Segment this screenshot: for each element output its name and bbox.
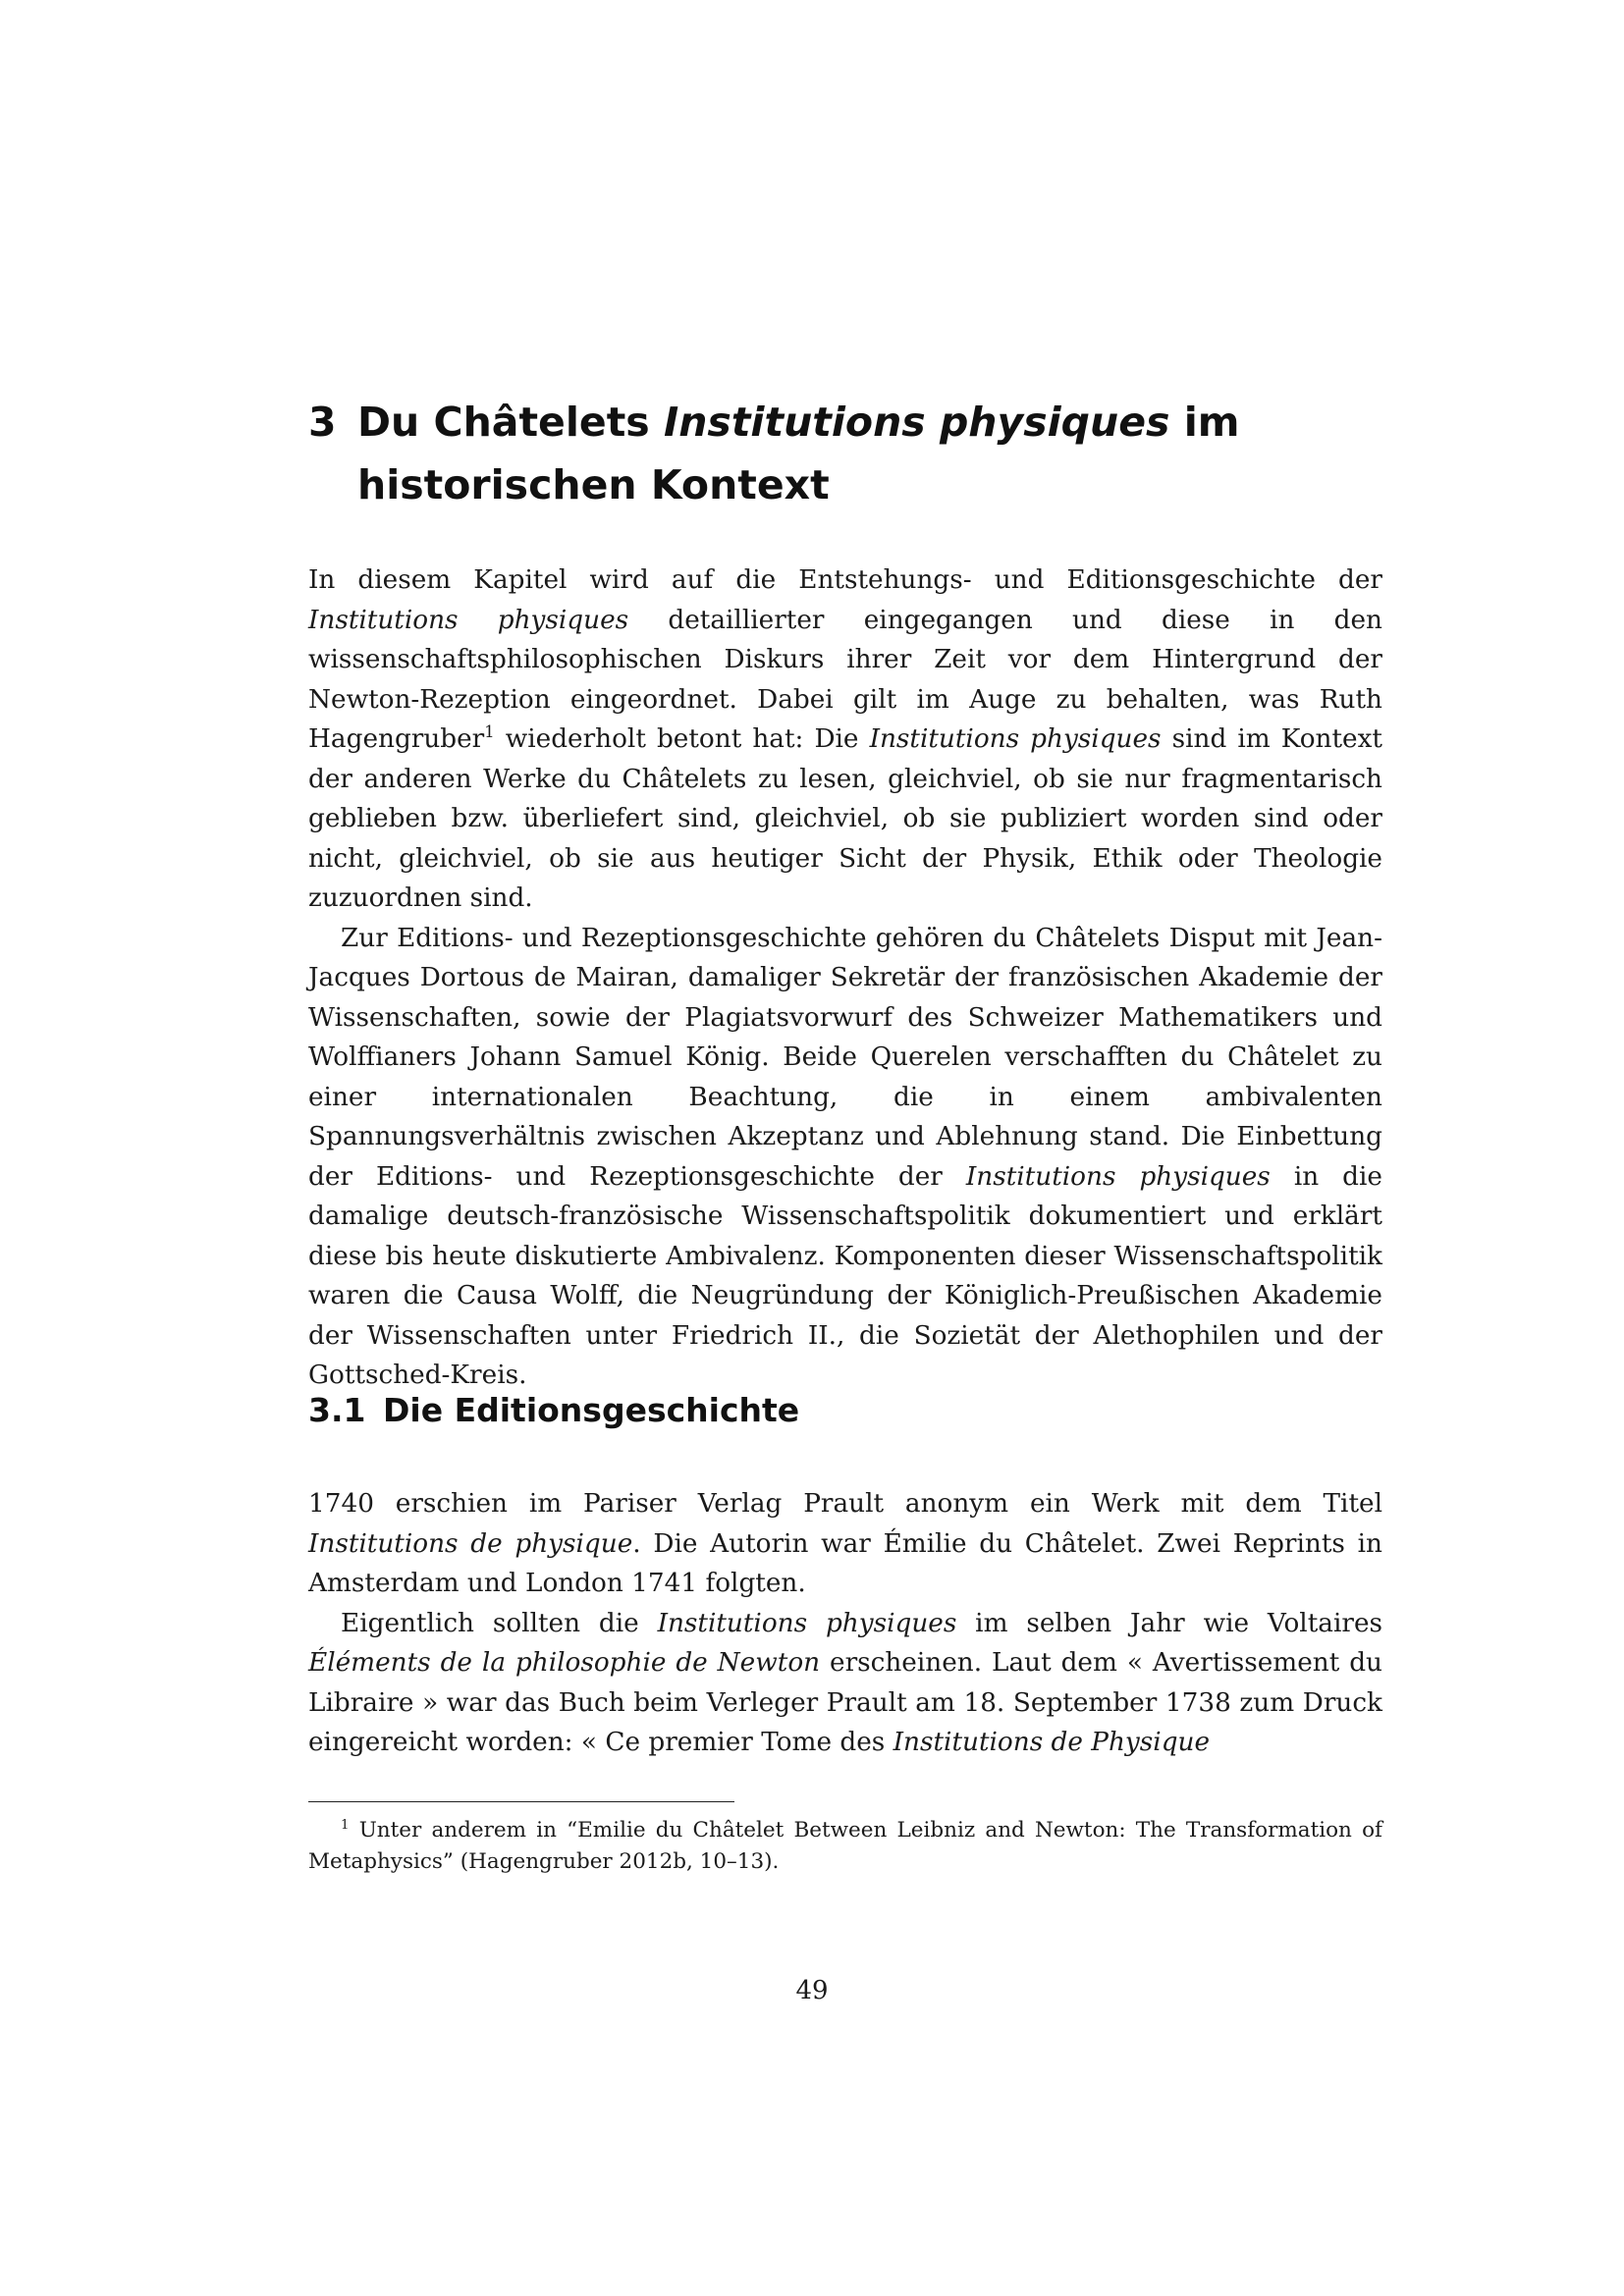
footnote-reference[interactable]: 1 <box>484 721 495 741</box>
section-heading <box>308 1386 1388 1435</box>
chapter-number: 3 <box>308 399 337 446</box>
intro-p2-text-2: in die damalige deutsch-französische Wissenschaftspolitik dokumentiert und erklärt diese bis heute diskutierte Ambivalenz. Komponenten dieser Wissenschaftspolitik waren die Causa Wolff, die Neugründung der Königlich-Preußischen Akademie der Wissenschaften unter Friedrich II., die Sozietät der Alethophilen und der Gottsched-Kreis. <box>308 1161 1382 1390</box>
edition-p1-text-1: 1740 erschien im Pariser Verlag Prault anonym ein Werk mit dem Titel <box>308 1489 1382 1519</box>
edition-paragraph-1 <box>308 1484 1382 1604</box>
footnote-mark: 1 <box>341 1817 350 1833</box>
section-title: Die Editionsgeschichte <box>383 1391 800 1429</box>
edition-p1-italic-1: Institutions de physique <box>308 1528 633 1559</box>
edition-p2-italic-1: Institutions physiques <box>657 1608 957 1638</box>
footnote <box>308 1815 1382 1878</box>
edition-p2-text-2: im selben Jahr wie Voltaires <box>956 1608 1382 1638</box>
intro-p2-italic-1: Institutions physiques <box>965 1161 1271 1192</box>
intro-p1-text-3: wiederholt betont hat: Die <box>494 724 870 754</box>
intro-p1-text-2: detaillierter eingegangen und diese in den wissenschaftsphilosophischen Diskurs ihrer Zeit vor dem Hintergrund der Newton-Rezeption eingeordnet. Dabei gilt im Auge zu behalten, was Ruth Hagengruber <box>308 605 1382 754</box>
footnote-text: Unter anderem in “Emilie du Châtelet Between Leibniz and Newton: The Transformation of Metaphysics” (Hagengruber 2012b, 10–13). <box>308 1818 1382 1874</box>
intro-p1-text-4: sind im Kontext der anderen Werke du Châtelets zu lesen, gleichviel, ob sie nur fragmentarisch geblieben bzw. überliefert sind, gleichviel, ob sie publiziert worden sind oder nicht, gleichviel, ob sie aus heutiger Sicht der Physik, Ethik oder Theologie zuzuordnen sind. <box>308 724 1382 913</box>
intro-paragraph-2 <box>308 919 1382 1396</box>
footnote-divider <box>308 1801 734 1802</box>
edition-paragraph-2 <box>308 1604 1382 1763</box>
chapter-title-part1: Du Châtelets <box>357 399 664 446</box>
edition-p1-text-2: . Die Autorin war Émilie du Châtelet. Zwei Reprints in Amsterdam und London 1741 folgten. <box>308 1528 1382 1598</box>
edition-p2-text-1: Eigentlich sollten die <box>341 1608 658 1638</box>
chapter-title <box>357 391 1388 516</box>
edition-p2-italic-3: Institutions de Physique <box>893 1728 1211 1757</box>
intro-paragraph-1 <box>308 561 1382 919</box>
edition-p2-text-3: erscheinen. Laut dem « Avertissement du Libraire » war das Buch beim Verleger Prault am 18. September 1738 zum Druck eingereicht worden: « Ce premier Tome des <box>308 1648 1382 1757</box>
chapter-title-italic: Institutions physiques <box>663 399 1170 446</box>
intro-p1-italic-2: Institutions physiques <box>869 724 1162 754</box>
edition-text <box>308 1484 1382 1763</box>
intro-p1-italic-1: Institutions physiques <box>308 605 629 635</box>
page-number: 49 <box>795 1976 829 2005</box>
edition-p2-italic-2: Éléments de la philosophie de Newton <box>308 1648 821 1678</box>
intro-text <box>308 561 1382 1396</box>
section-number: 3.1 <box>308 1391 366 1429</box>
chapter-title-part2: im historischen Kontext <box>357 399 1240 508</box>
chapter-heading <box>308 391 1388 516</box>
intro-p1-text-1: In diesem Kapitel wird auf die Entstehungs- und Editionsgeschichte der <box>308 565 1382 595</box>
intro-p2-text-1: Zur Editions- und Rezeptionsgeschichte gehören du Châtelets Disput mit Jean-Jacques Dortous de Mairan, damaliger Sekretär der französischen Akademie der Wissenschaften, sowie der Plagiatsvorwurf des Schweizer Mathematikers und Wolffianers Johann Samuel König. Beide Querelen verschafften du Châtelet zu einer internationalen Beachtung, die in einem ambivalenten Spannungsverhältnis zwischen Akzeptanz und Ablehnung stand. Die Einbettung der Editions- und Rezeptionsgeschichte der <box>308 923 1382 1192</box>
